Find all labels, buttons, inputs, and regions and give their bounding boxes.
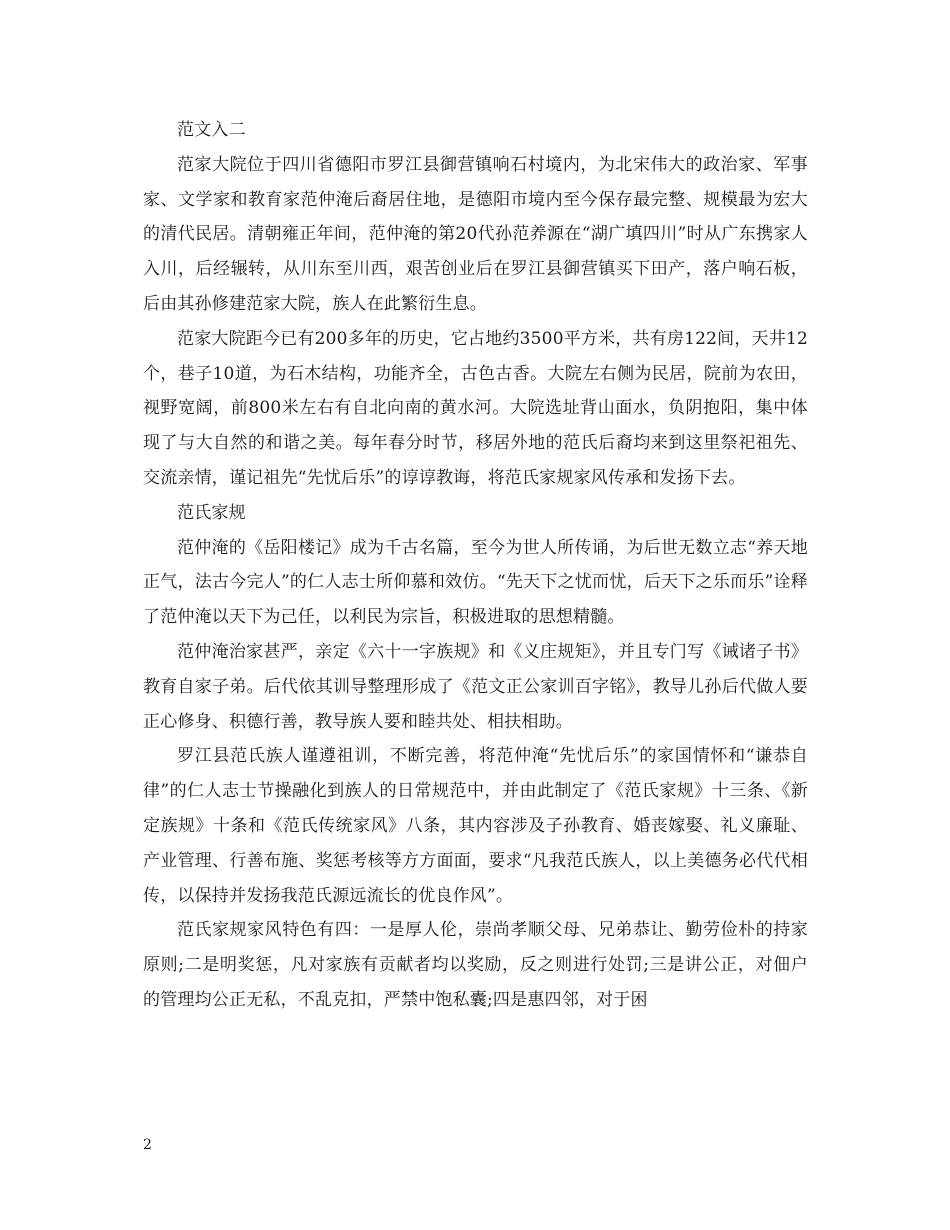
section-heading-family-rules: 范氏家规 bbox=[177, 502, 246, 523]
paragraph-history: 范家大院距今已有200多年的历史，它占地约3500平方米，共有房122间，天井12个，巷子10道，为石木结构，功能齐全，古色古香。大院左右侧为民居，院前为农田，视野宽阔，前800米左右有自北向南的黄水河。大院选址背山面水，负阴抱阳，集中体现了与大自然的和谐之美。每年春分时节，移居外地的范氏后裔均来到这里祭祀祖先、交流亲情，谨记祖先“先忧后乐”的谆谆教诲，将范氏家规家风传承和发扬下去。 bbox=[143, 328, 808, 488]
section-heading-fanwen: 范文入二 bbox=[177, 120, 246, 140]
paragraph-location: 范家大院位于四川省德阳市罗江县御营镇响石村境内，为北宋伟大的政治家、军事家、文学家和教育家范仲淹后裔居住地，是德阳市境内至今保存最完整、规模最为宏大的清代民居。清朝雍正年间，范仲淹的第20代孙范养源在“湖广填四川”时从广东携家人入川，后经辗转，从川东至川西，艰苦创业后在罗江县御营镇买下田产，落户响石板，后由其孙修建范家大院，族人在此繁衍生息。 bbox=[143, 154, 808, 314]
document-body bbox=[143, 113, 808, 1018]
paragraph-strict-household: 范仲淹治家甚严，亲定《六十一字族规》和《义庄规矩》，并且专门写《诫诸子书》教育自家子弟。后代依其训导整理形成了《范文正公家训百字铭》，教导儿孙后代做人要正心修身、积德行善，教导族人要和睦共处、相扶相助。 bbox=[143, 641, 808, 732]
paragraph-yueyang-tower: 范仲淹的《岳阳楼记》成为千古名篇，至今为世人所传诵，为后世无数立志“养天地正气，法古今完人”的仁人志士所仰慕和效仿。“先天下之忧而忧，后天下之乐而乐”诠释了范仲淹以天下为己任，以利民为宗旨，积极进取的思想精髓。 bbox=[143, 537, 808, 628]
page-number: 2 bbox=[143, 1137, 152, 1153]
paragraph-four-features: 范氏家规家风特色有四：一是厚人伦，崇尚孝顺父母、兄弟恭让、勤劳俭朴的持家原则;二是明奖惩，凡对家族有贡献者均以奖励，反之则进行处罚;三是讲公正，对佃户的管理均公正无私，不乱克扣，严禁中饱私囊;四是惠四邻，对于困 bbox=[143, 920, 808, 1010]
paragraph-luojiang-clan: 罗江县范氏族人谨遵祖训，不断完善，将范仲淹“先忧后乐”的家国情怀和“谦恭自律”的仁人志士节操融化到族人的日常规范中，并由此制定了《范氏家规》十三条、《新定族规》十条和《范氏传统家风》八条，其内容涉及子孙教育、婚丧嫁娶、礼义廉耻、产业管理、行善布施、奖惩考核等方方面面，要求“凡我范氏族人，以上美德务必代代相传，以保持并发扬我范氏源远流长的优良作风”。 bbox=[143, 746, 808, 906]
